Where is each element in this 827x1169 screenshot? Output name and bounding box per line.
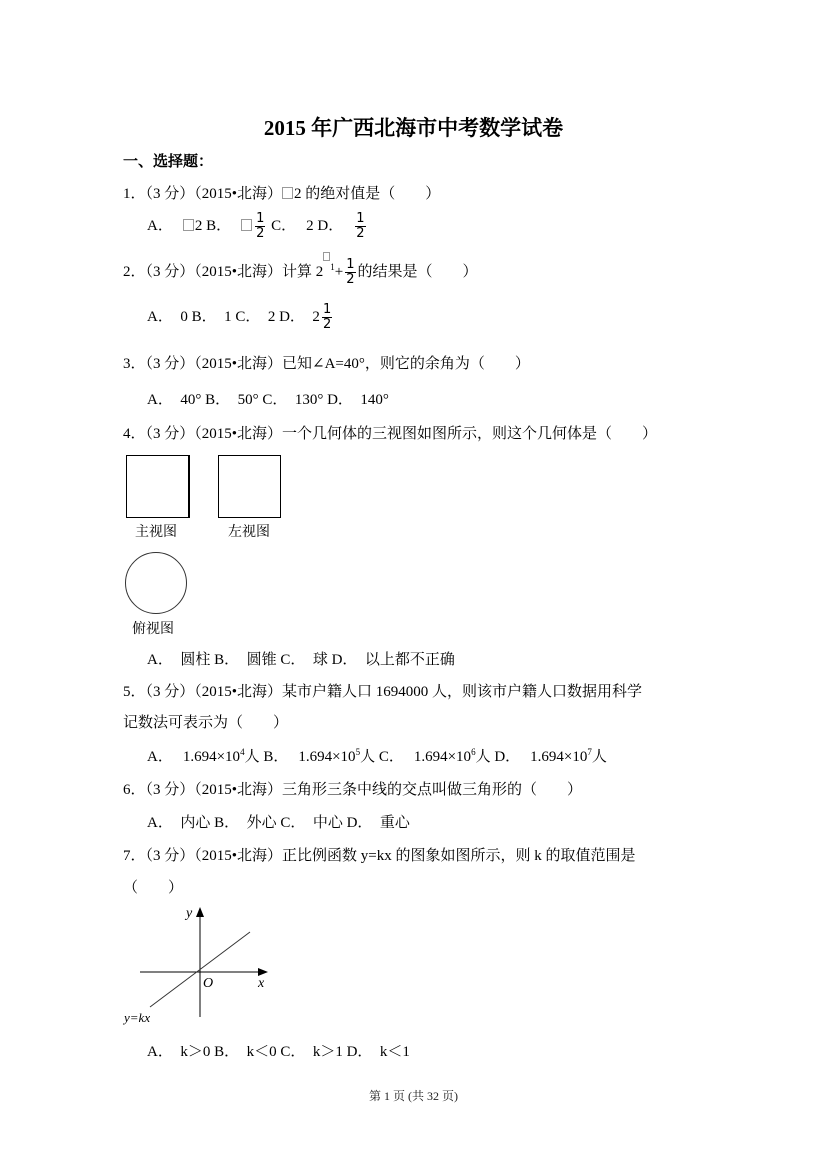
opt-base: 1.694×10 <box>530 749 588 765</box>
opt-label: C． <box>378 749 404 765</box>
opt-label: B． <box>263 749 289 765</box>
q1-opt-a-label: A． <box>147 217 173 234</box>
q1-prefix: 1．（3 分）（2015•北海） <box>123 186 283 202</box>
question-7-stem-line2: （ ） <box>123 880 184 896</box>
missing-glyph-icon <box>183 219 194 231</box>
q5-opt-d <box>494 749 607 765</box>
question-3-stem: 3．（3 分）（2015•北海）已知∠A=40°，则它的余角为（ ） <box>123 356 530 372</box>
question-7-stem-line1: 7．（3 分）（2015•北海）正比例函数 y=kx 的图象如图所示，则 k 的取值范围是 <box>123 848 636 864</box>
opt-unit: 人 <box>244 749 260 765</box>
q5-opt-a <box>147 749 260 765</box>
question-1-stem <box>123 182 440 203</box>
opt-unit: 人 <box>591 749 607 765</box>
x-axis-label: x <box>258 976 265 991</box>
question-4-options: A． 圆柱 B． 圆锥 C． 球 D． 以上都不正确 <box>147 652 455 668</box>
question-6-stem: 6．（3 分）（2015•北海）三角形三条中线的交点叫做三角形的（ ） <box>123 782 583 798</box>
q2-opt-d-fraction <box>322 303 332 332</box>
question-7-options: A． k＞0 B． k＜0 C． k＞1 D． k＜1 <box>147 1044 410 1060</box>
front-view-label: 主视图 <box>135 524 177 540</box>
q1-text: 2 的绝对值是（ ） <box>294 186 441 202</box>
q2-options-text: A． 0 B． 1 C． 2 D． 2 <box>147 308 320 325</box>
q2-exponent: 1 <box>330 261 335 272</box>
opt-exp: 5 <box>355 747 361 757</box>
q2-suffix: 的结果是（ ） <box>357 263 478 280</box>
fraction-denominator: 2 <box>256 226 265 241</box>
q1-opt-a: 2 <box>194 217 203 234</box>
opt-base: 1.694×10 <box>413 749 472 765</box>
y-axis-label: y <box>186 906 193 921</box>
fraction-numerator: 1 <box>322 302 332 317</box>
top-view-label: 俯视图 <box>132 621 174 637</box>
missing-glyph-icon <box>241 219 252 231</box>
page-footer: 第 1 页 (共 32 页) <box>369 1089 458 1103</box>
opt-base: 1.694×10 <box>182 749 241 765</box>
fraction-denominator: 2 <box>346 272 355 287</box>
q5-opt-c <box>379 749 491 765</box>
q2-prefix: 2．（3 分）（2015•北海）计算 2 <box>123 263 324 280</box>
left-view-label: 左视图 <box>228 524 270 540</box>
q1-opt-d-label: D． <box>317 217 344 234</box>
q7-graph <box>120 895 280 1035</box>
question-3-options: A． 40° B． 50° C． 130° D． 140° <box>147 392 389 408</box>
x-axis-arrow-icon <box>258 968 268 976</box>
fraction-numerator: 1 <box>256 211 265 226</box>
fraction-denominator: 2 <box>356 226 365 241</box>
q1-opt-c-label: C． <box>271 217 297 234</box>
opt-label: D． <box>494 749 521 765</box>
missing-glyph-icon <box>282 187 293 199</box>
opt-exp: 6 <box>471 747 476 757</box>
y-axis-arrow-icon <box>196 907 204 917</box>
fraction-denominator: 2 <box>322 317 332 332</box>
missing-glyph-icon <box>323 252 330 261</box>
question-6-options: A． 内心 B． 外心 C． 中心 D． 重心 <box>147 815 410 831</box>
q5-opt-b <box>263 749 375 765</box>
front-view-square <box>126 455 190 518</box>
opt-exp: 7 <box>587 747 592 757</box>
line-label: y=kx <box>124 1010 151 1025</box>
question-5-stem-line1: 5．（3 分）（2015•北海）某市户籍人口 1694000 人，则该市户籍人口数据用科学 <box>123 684 643 700</box>
left-view-square <box>218 455 281 518</box>
q1-opt-b-fraction <box>255 212 265 241</box>
q1-opt-c: 2 <box>306 217 314 234</box>
opt-unit: 人 <box>475 749 491 765</box>
question-1-options <box>147 212 368 241</box>
question-2-stem <box>123 258 478 287</box>
fraction-numerator: 1 <box>356 211 365 226</box>
opt-label: A． <box>147 749 173 765</box>
top-view-circle <box>125 552 187 614</box>
opt-base: 1.694×10 <box>298 749 356 765</box>
q2-fraction <box>345 258 355 287</box>
question-4-stem: 4．（3 分）（2015•北海）一个几何体的三视图如图所示，则这个几何体是（ ） <box>123 426 658 442</box>
q1-opt-b-label: B． <box>206 217 232 234</box>
origin-label: O <box>203 976 214 991</box>
question-5-stem-line2: 记数法可表示为（ ） <box>123 715 289 731</box>
opt-exp: 4 <box>240 747 245 757</box>
section-heading: 一、选择题： <box>123 154 214 170</box>
q2-plus: + <box>334 263 344 280</box>
opt-unit: 人 <box>360 749 376 765</box>
question-5-options <box>147 745 607 766</box>
page-title: 2015 年广西北海市中考数学试卷 <box>263 116 564 140</box>
fraction-numerator: 1 <box>346 257 355 272</box>
question-2-options <box>147 303 334 332</box>
q1-opt-d-fraction <box>355 212 365 241</box>
